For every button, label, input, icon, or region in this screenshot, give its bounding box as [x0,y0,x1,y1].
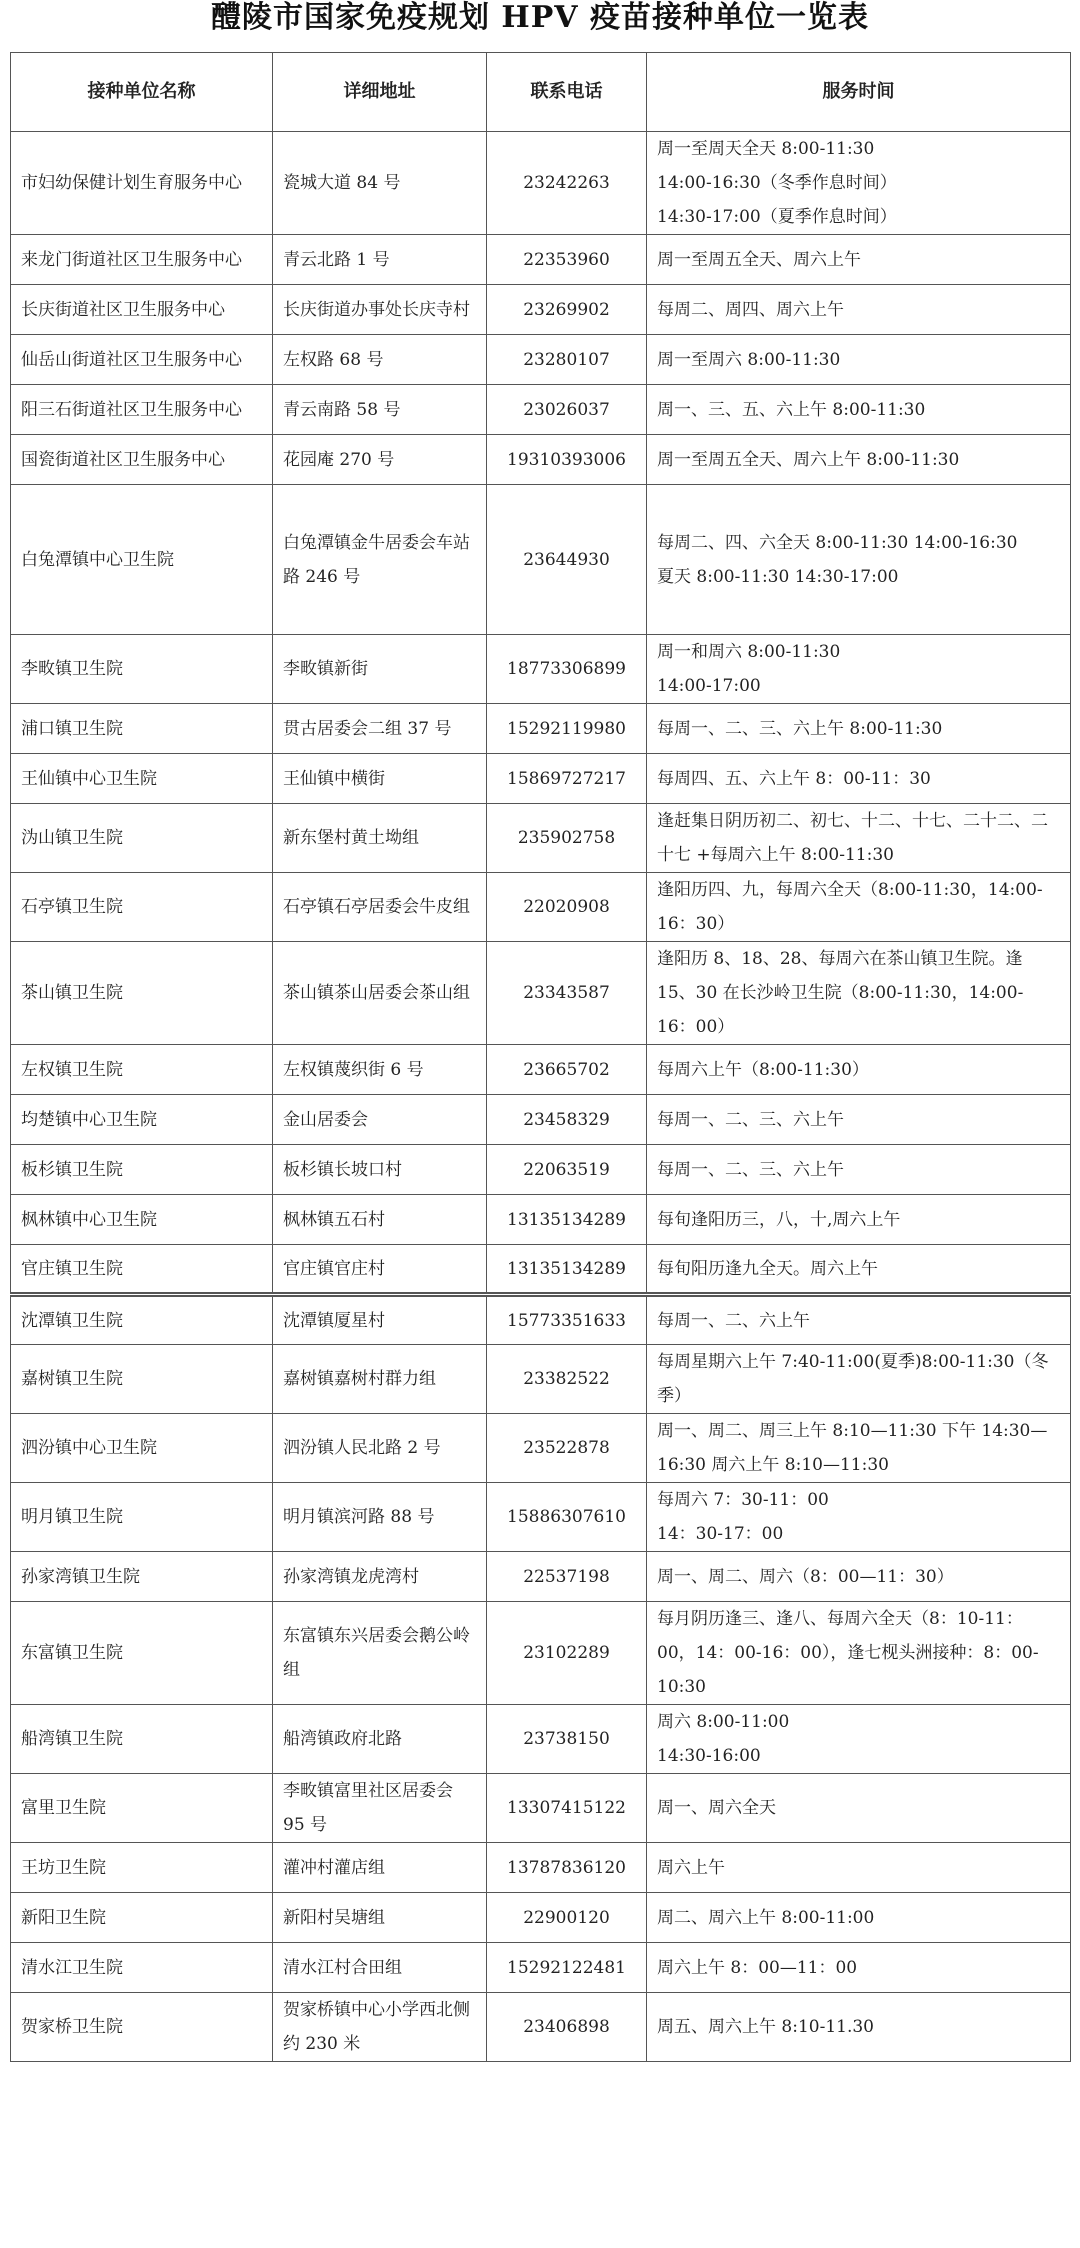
table-row [11,1195,1071,1245]
header-address: 详细地址 [273,53,487,132]
phone-cell: 235902758 [487,804,647,873]
service-time-cell: 每周一、二、三、六上午 8:00-11:30 [647,704,1071,754]
unit-name-cell: 浦口镇卫生院 [11,704,273,754]
service-time-cell: 每周二、周四、周六上午 [647,285,1071,335]
unit-name-cell: 市妇幼保健计划生育服务中心 [11,132,273,235]
service-time-cell: 周六 8:00-11:00 14:30-16:00 [647,1705,1071,1774]
address-cell: 瓷城大道 84 号 [273,132,487,235]
phone-cell: 22537198 [487,1552,647,1602]
unit-name-cell: 长庆街道社区卫生服务中心 [11,285,273,335]
service-time-cell: 每旬阳历逢九全天。周六上午 [647,1245,1071,1295]
unit-name-cell: 泗汾镇中心卫生院 [11,1414,273,1483]
table-row [11,1893,1071,1943]
service-time-cell: 周二、周六上午 8:00-11:00 [647,1893,1071,1943]
table-body [11,132,1071,2062]
phone-cell: 23343587 [487,942,647,1045]
phone-cell: 23458329 [487,1095,647,1145]
header-unit-name: 接种单位名称 [11,53,273,132]
unit-name-cell: 东富镇卫生院 [11,1602,273,1705]
table-row [11,235,1071,285]
service-time-cell: 周一和周六 8:00-11:30 14:00-17:00 [647,635,1071,704]
phone-cell: 23738150 [487,1705,647,1774]
document-title: 醴陵市国家免疫规划 HPV 疫苗接种单位一览表 [210,0,870,35]
address-cell: 茶山镇茶山居委会茶山组 [273,942,487,1045]
table-row [11,1774,1071,1843]
address-cell: 王仙镇中横街 [273,754,487,804]
table-row [11,1705,1071,1774]
unit-name-cell: 白兔潭镇中心卫生院 [11,485,273,635]
phone-cell: 23269902 [487,285,647,335]
phone-cell: 13787836120 [487,1843,647,1893]
table-header-row [11,53,1071,132]
phone-cell: 15886307610 [487,1483,647,1552]
address-cell: 左权镇蔑织街 6 号 [273,1045,487,1095]
unit-name-cell: 茶山镇卫生院 [11,942,273,1045]
service-time-cell: 每周二、四、六全天 8:00-11:30 14:00-16:30 夏天 8:00-11:30 14:30-17:00 [647,485,1071,635]
address-cell: 金山居委会 [273,1095,487,1145]
unit-name-cell: 均楚镇中心卫生院 [11,1095,273,1145]
table-row [11,1245,1071,1295]
vaccination-table [10,52,1071,2062]
phone-cell: 15773351633 [487,1295,647,1345]
service-time-cell: 周一、三、五、六上午 8:00-11:30 [647,385,1071,435]
phone-cell: 23026037 [487,385,647,435]
table-row [11,635,1071,704]
table-row [11,132,1071,235]
service-time-cell: 每周六上午（8:00-11:30） [647,1045,1071,1095]
phone-cell: 23406898 [487,1993,647,2062]
unit-name-cell: 左权镇卫生院 [11,1045,273,1095]
phone-cell: 13307415122 [487,1774,647,1843]
service-time-cell: 周一、周二、周六（8：00—11：30） [647,1552,1071,1602]
unit-name-cell: 国瓷街道社区卫生服务中心 [11,435,273,485]
unit-name-cell: 富里卫生院 [11,1774,273,1843]
service-time-cell: 周一至周天全天 8:00-11:30 14:00-16:30（冬季作息时间） 14:30-17:00（夏季作息时间） [647,132,1071,235]
unit-name-cell: 阳三石街道社区卫生服务中心 [11,385,273,435]
unit-name-cell: 王仙镇中心卫生院 [11,754,273,804]
address-cell: 贺家桥镇中心小学西北侧约 230 米 [273,1993,487,2062]
phone-cell: 15292122481 [487,1943,647,1993]
phone-cell: 22353960 [487,235,647,285]
unit-name-cell: 石亭镇卫生院 [11,873,273,942]
phone-cell: 15869727217 [487,754,647,804]
table-row [11,1843,1071,1893]
unit-name-cell: 明月镇卫生院 [11,1483,273,1552]
unit-name-cell: 贺家桥卫生院 [11,1993,273,2062]
phone-cell: 22020908 [487,873,647,942]
address-cell: 嘉树镇嘉树村群力组 [273,1345,487,1414]
service-time-cell: 周五、周六上午 8:10-11.30 [647,1993,1071,2062]
service-time-cell: 周一至周五全天、周六上午 8:00-11:30 [647,435,1071,485]
phone-cell: 23644930 [487,485,647,635]
service-time-cell: 周六上午 [647,1843,1071,1893]
service-time-cell: 周一至周五全天、周六上午 [647,235,1071,285]
phone-cell: 23280107 [487,335,647,385]
table-row [11,385,1071,435]
unit-name-cell: 新阳卫生院 [11,1893,273,1943]
unit-name-cell: 船湾镇卫生院 [11,1705,273,1774]
unit-name-cell: 官庄镇卫生院 [11,1245,273,1295]
unit-name-cell: 李畋镇卫生院 [11,635,273,704]
table-row [11,942,1071,1045]
service-time-cell: 每周一、二、六上午 [647,1295,1071,1345]
address-cell: 贯古居委会二组 37 号 [273,704,487,754]
address-cell: 新阳村吴塘组 [273,1893,487,1943]
unit-name-cell: 来龙门街道社区卫生服务中心 [11,235,273,285]
phone-cell: 22063519 [487,1145,647,1195]
service-time-cell: 每旬逢阳历三，八，十,周六上午 [647,1195,1071,1245]
address-cell: 青云北路 1 号 [273,235,487,285]
phone-cell: 13135134289 [487,1245,647,1295]
header-phone: 联系电话 [487,53,647,132]
phone-cell: 23242263 [487,132,647,235]
table-row [11,1483,1071,1552]
address-cell: 东富镇东兴居委会鹅公岭组 [273,1602,487,1705]
unit-name-cell: 板杉镇卫生院 [11,1145,273,1195]
table-row [11,435,1071,485]
table-row [11,754,1071,804]
table-row [11,1602,1071,1705]
address-cell: 板杉镇长坡口村 [273,1145,487,1195]
address-cell: 白兔潭镇金牛居委会车站路 246 号 [273,485,487,635]
table-row [11,1295,1071,1345]
table-row [11,1095,1071,1145]
table-row [11,1145,1071,1195]
address-cell: 官庄镇官庄村 [273,1245,487,1295]
address-cell: 青云南路 58 号 [273,385,487,435]
table-row [11,804,1071,873]
service-time-cell: 每周星期六上午 7:40-11:00(夏季)8:00-11:30（冬季） [647,1345,1071,1414]
address-cell: 长庆街道办事处长庆寺村 [273,285,487,335]
service-time-cell: 周六上午 8：00—11：00 [647,1943,1071,1993]
phone-cell: 18773306899 [487,635,647,704]
phone-cell: 19310393006 [487,435,647,485]
service-time-cell: 每月阴历逢三、逢八、每周六全天（8：10-11：00，14：00-16：00），逢七枧头洲接种：8：00-10:30 [647,1602,1071,1705]
address-cell: 明月镇滨河路 88 号 [273,1483,487,1552]
header-service-time: 服务时间 [647,53,1071,132]
unit-name-cell: 仙岳山街道社区卫生服务中心 [11,335,273,385]
phone-cell: 23522878 [487,1414,647,1483]
table-row [11,704,1071,754]
phone-cell: 23665702 [487,1045,647,1095]
unit-name-cell: 嘉树镇卫生院 [11,1345,273,1414]
address-cell: 清水江村合田组 [273,1943,487,1993]
unit-name-cell: 沩山镇卫生院 [11,804,273,873]
unit-name-cell: 枫林镇中心卫生院 [11,1195,273,1245]
table-row [11,873,1071,942]
address-cell: 李畋镇富里社区居委会 95 号 [273,1774,487,1843]
service-time-cell: 每周六 7：30-11：00 14：30-17：00 [647,1483,1071,1552]
table-row [11,285,1071,335]
service-time-cell: 周一至周六 8:00-11:30 [647,335,1071,385]
table-row [11,1552,1071,1602]
table-row [11,1414,1071,1483]
unit-name-cell: 沈潭镇卫生院 [11,1295,273,1345]
unit-name-cell: 王坊卫生院 [11,1843,273,1893]
address-cell: 石亭镇石亭居委会牛皮组 [273,873,487,942]
table-row [11,335,1071,385]
service-time-cell: 周一、周六全天 [647,1774,1071,1843]
service-time-cell: 每周一、二、三、六上午 [647,1145,1071,1195]
service-time-cell: 逢阳历四、九，每周六全天（8:00-11:30，14:00-16：30） [647,873,1071,942]
phone-cell: 23382522 [487,1345,647,1414]
phone-cell: 13135134289 [487,1195,647,1245]
unit-name-cell: 清水江卫生院 [11,1943,273,1993]
service-time-cell: 每周四、五、六上午 8：00-11：30 [647,754,1071,804]
address-cell: 枫林镇五石村 [273,1195,487,1245]
table-row [11,1943,1071,1993]
service-time-cell: 逢阳历 8、18、28、每周六在茶山镇卫生院。逢 15、30 在长沙岭卫生院（8:00-11:30，14:00-16：00） [647,942,1071,1045]
address-cell: 沈潭镇厦星村 [273,1295,487,1345]
table-row [11,1045,1071,1095]
phone-cell: 23102289 [487,1602,647,1705]
table-row [11,1345,1071,1414]
address-cell: 花园庵 270 号 [273,435,487,485]
address-cell: 船湾镇政府北路 [273,1705,487,1774]
unit-name-cell: 孙家湾镇卫生院 [11,1552,273,1602]
address-cell: 左权路 68 号 [273,335,487,385]
service-time-cell: 逢赶集日阴历初二、初七、十二、十七、二十二、二十七 +每周六上午 8:00-11:30 [647,804,1071,873]
address-cell: 孙家湾镇龙虎湾村 [273,1552,487,1602]
table-row [11,1993,1071,2062]
phone-cell: 22900120 [487,1893,647,1943]
service-time-cell: 每周一、二、三、六上午 [647,1095,1071,1145]
phone-cell: 15292119980 [487,704,647,754]
address-cell: 泗汾镇人民北路 2 号 [273,1414,487,1483]
service-time-cell: 周一、周二、周三上午 8:10—11:30 下午 14:30—16:30 周六上午 8:10—11:30 [647,1414,1071,1483]
address-cell: 灌冲村灌店组 [273,1843,487,1893]
address-cell: 李畋镇新街 [273,635,487,704]
table-row [11,485,1071,635]
address-cell: 新东堡村黄土坳组 [273,804,487,873]
